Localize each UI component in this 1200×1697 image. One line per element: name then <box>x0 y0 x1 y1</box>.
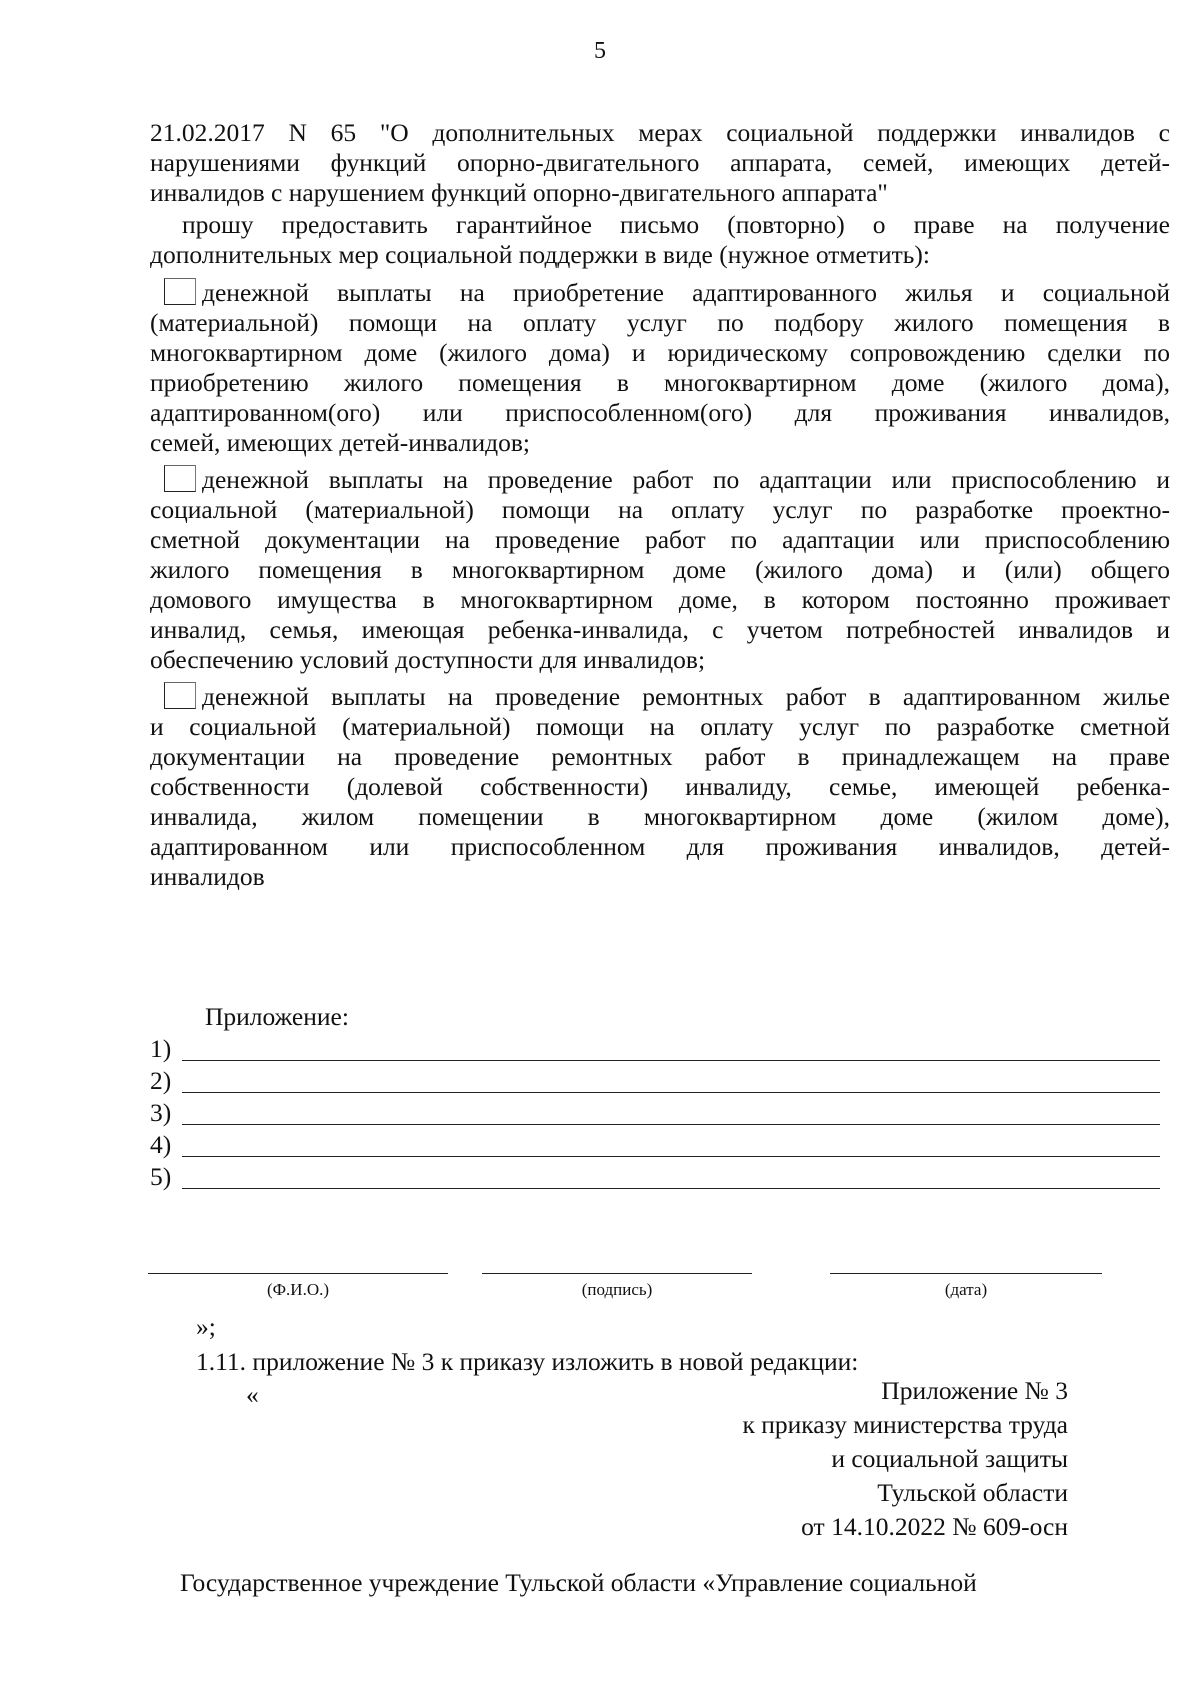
attachment-item-number: 5) <box>150 1162 172 1191</box>
fio-caption: (Ф.И.О.) <box>266 1280 330 1299</box>
intro-line: нарушениями функций опорно-двигательного аппарата, семей, имеющих детей- <box>150 148 1170 177</box>
appendix-header-line: Тульской области <box>877 1478 1068 1507</box>
opening-quote: « <box>246 1380 259 1409</box>
option-line: социальной (материальной) помощи на оплату услуг по разработке проектно- <box>150 495 1170 524</box>
option-line: инвалидов <box>150 862 265 891</box>
option-line: приобретению жилого помещения в многоквартирном доме (жилого дома), <box>150 368 1170 397</box>
request-line: прошу предоставить гарантийное письмо (повторно) о праве на получение <box>182 210 1170 239</box>
attachment-item-field[interactable] <box>182 1156 1160 1157</box>
appendix-header-line: и социальной защиты <box>831 1444 1068 1473</box>
option-line: денежной выплаты на приобретение адаптированного жилья и социальной <box>150 278 1170 308</box>
option-line: адаптированном или приспособленном для проживания инвалидов, детей- <box>150 832 1170 861</box>
attachment-item <box>150 1098 1160 1130</box>
option-line: документации на проведение ремонтных работ в принадлежащем на праве <box>150 742 1170 771</box>
option-line: многоквартирном доме (жилого дома) и юридическому сопровождению сделки по <box>150 338 1170 367</box>
option-line: жилого помещения в многоквартирном доме (жилого дома) и (или) общего <box>150 555 1170 584</box>
clause-text: 1.11. приложение № 3 к приказу изложить в новой редакции: <box>196 1347 859 1376</box>
page-number: 5 <box>594 38 606 64</box>
attachment-item-field[interactable] <box>182 1188 1160 1189</box>
option-3 <box>150 682 1170 892</box>
option-line: семей, имеющих детей-инвалидов; <box>150 428 531 457</box>
signature-field[interactable] <box>482 1273 752 1274</box>
option-2-checkbox[interactable] <box>164 465 196 492</box>
option-line: (материальной) помощи на оплату услуг по подбору жилого помещения в <box>150 308 1170 337</box>
option-line: собственности (долевой собственности) инвалиду, семье, имеющей ребенка- <box>150 772 1170 801</box>
attachment-title: Приложение: <box>205 1002 349 1031</box>
option-line: денежной выплаты на проведение ремонтных работ в адаптированном жилье <box>150 682 1170 712</box>
request-paragraph <box>150 210 1170 270</box>
appendix-header <box>742 1374 1068 1544</box>
option-line: и социальной (материальной) помощи на оплату услуг по разработке сметной <box>150 712 1170 741</box>
request-line: дополнительных мер социальной поддержки в виде (нужное отметить): <box>150 240 930 269</box>
option-line: адаптированном(ого) или приспособленном(ого) для проживания инвалидов, <box>150 398 1170 427</box>
closing-quote: »; <box>196 1312 216 1341</box>
attachment-item <box>150 1034 1160 1066</box>
attachment-item-field[interactable] <box>182 1060 1160 1061</box>
attachment-item-field[interactable] <box>182 1092 1160 1093</box>
option-line: денежной выплаты на проведение работ по адаптации или приспособлению и <box>150 465 1170 495</box>
appendix-header-line: к приказу министерства труда <box>742 1410 1068 1439</box>
appendix-header-line: от 14.10.2022 № 609-осн <box>801 1512 1068 1541</box>
option-line: сметной документации на проведение работ по адаптации или приспособлению <box>150 525 1170 554</box>
fio-field[interactable] <box>148 1273 448 1274</box>
institution-line: Государственное учреждение Тульской области «Управление социальной <box>180 1568 977 1597</box>
option-1 <box>150 278 1170 458</box>
intro-line: инвалидов с нарушением функций опорно-двигательного аппарата" <box>150 178 888 207</box>
attachment-item-number: 1) <box>150 1034 172 1063</box>
option-line: инвалида, жилом помещении в многоквартирном доме (жилом доме), <box>150 802 1170 831</box>
option-1-checkbox[interactable] <box>164 278 196 305</box>
attachment-item-field[interactable] <box>182 1124 1160 1125</box>
attachment-item <box>150 1162 1160 1194</box>
attachment-item-number: 3) <box>150 1098 172 1127</box>
intro-line: 21.02.2017 N 65 "О дополнительных мерах социальной поддержки инвалидов с <box>150 118 1170 147</box>
signature-caption: (подпись) <box>581 1280 653 1299</box>
option-3-checkbox[interactable] <box>164 682 196 709</box>
appendix-header-line: Приложение № 3 <box>881 1376 1068 1405</box>
date-field[interactable] <box>830 1273 1102 1274</box>
attachment-item <box>150 1130 1160 1162</box>
option-line: обеспечению условий доступности для инвалидов; <box>150 645 706 674</box>
attachment-item <box>150 1066 1160 1098</box>
date-caption: (дата) <box>944 1280 988 1299</box>
intro-paragraph <box>150 118 1170 208</box>
attachment-item-number: 4) <box>150 1130 172 1159</box>
option-2 <box>150 465 1170 675</box>
option-line: инвалид, семья, имеющая ребенка-инвалида, с учетом потребностей инвалидов и <box>150 615 1170 644</box>
attachment-item-number: 2) <box>150 1066 172 1095</box>
option-line: домового имущества в многоквартирном доме, в котором постоянно проживает <box>150 585 1170 614</box>
